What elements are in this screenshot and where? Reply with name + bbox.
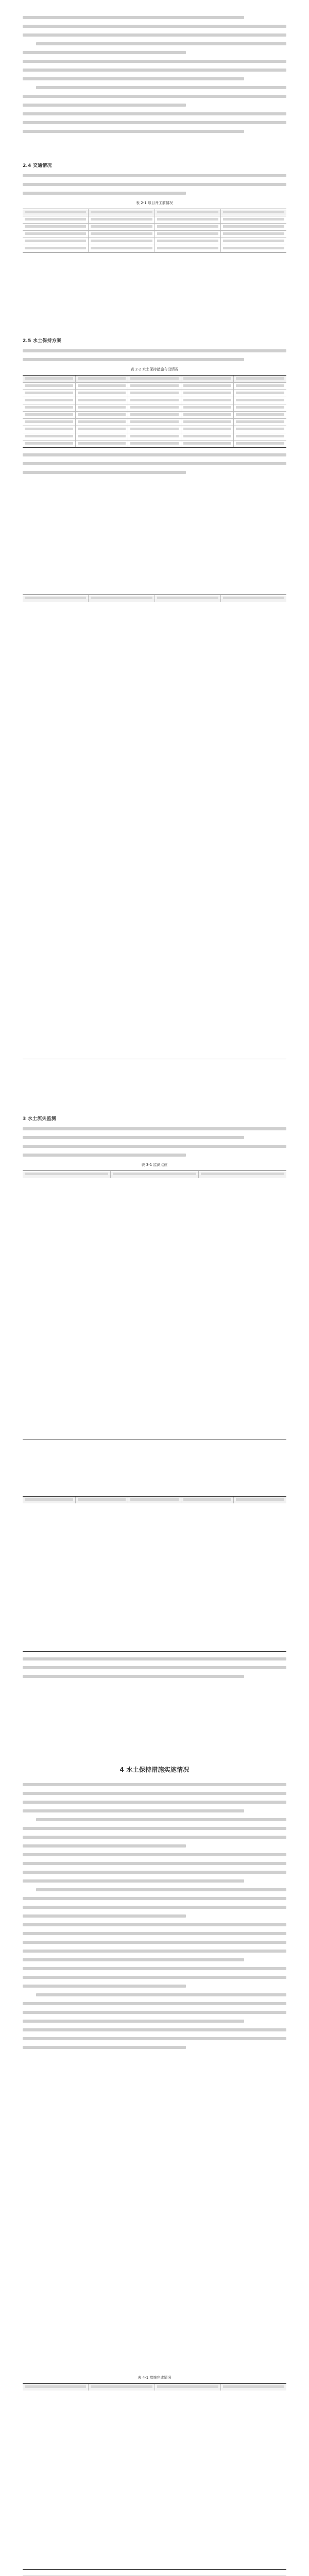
table-block-2 xyxy=(23,1494,286,1684)
data-table xyxy=(23,1171,286,1439)
table-caption: 表 4-1 措施完成情况 xyxy=(138,2376,171,2380)
section-heading: 2.5 水土保持方案 xyxy=(23,338,62,344)
section-water-protect xyxy=(23,330,286,480)
data-table xyxy=(23,209,286,252)
table-block-3 xyxy=(23,2370,286,2576)
section-measures xyxy=(23,1752,286,2055)
table-caption: 表 2-1 项目开工前情况 xyxy=(136,201,173,205)
section-heading: 3 水土流失监测 xyxy=(23,1116,56,1122)
intro-text xyxy=(23,10,286,139)
table-caption: 表 2-2 水土保持措施布设情况 xyxy=(130,367,179,371)
table-caption: 表 3-1 监测点位 xyxy=(141,1163,168,1167)
data-table xyxy=(23,2383,286,2570)
section-heading: 2.4 交通情况 xyxy=(23,163,52,168)
data-table xyxy=(23,595,286,1059)
long-table-1 xyxy=(23,592,286,1064)
section-traffic xyxy=(23,155,286,258)
data-table xyxy=(23,1496,286,1652)
data-table xyxy=(23,375,286,448)
chapter-heading: 4 水土保持措施实施情况 xyxy=(119,1766,190,1773)
section-monitor xyxy=(23,1108,286,1445)
